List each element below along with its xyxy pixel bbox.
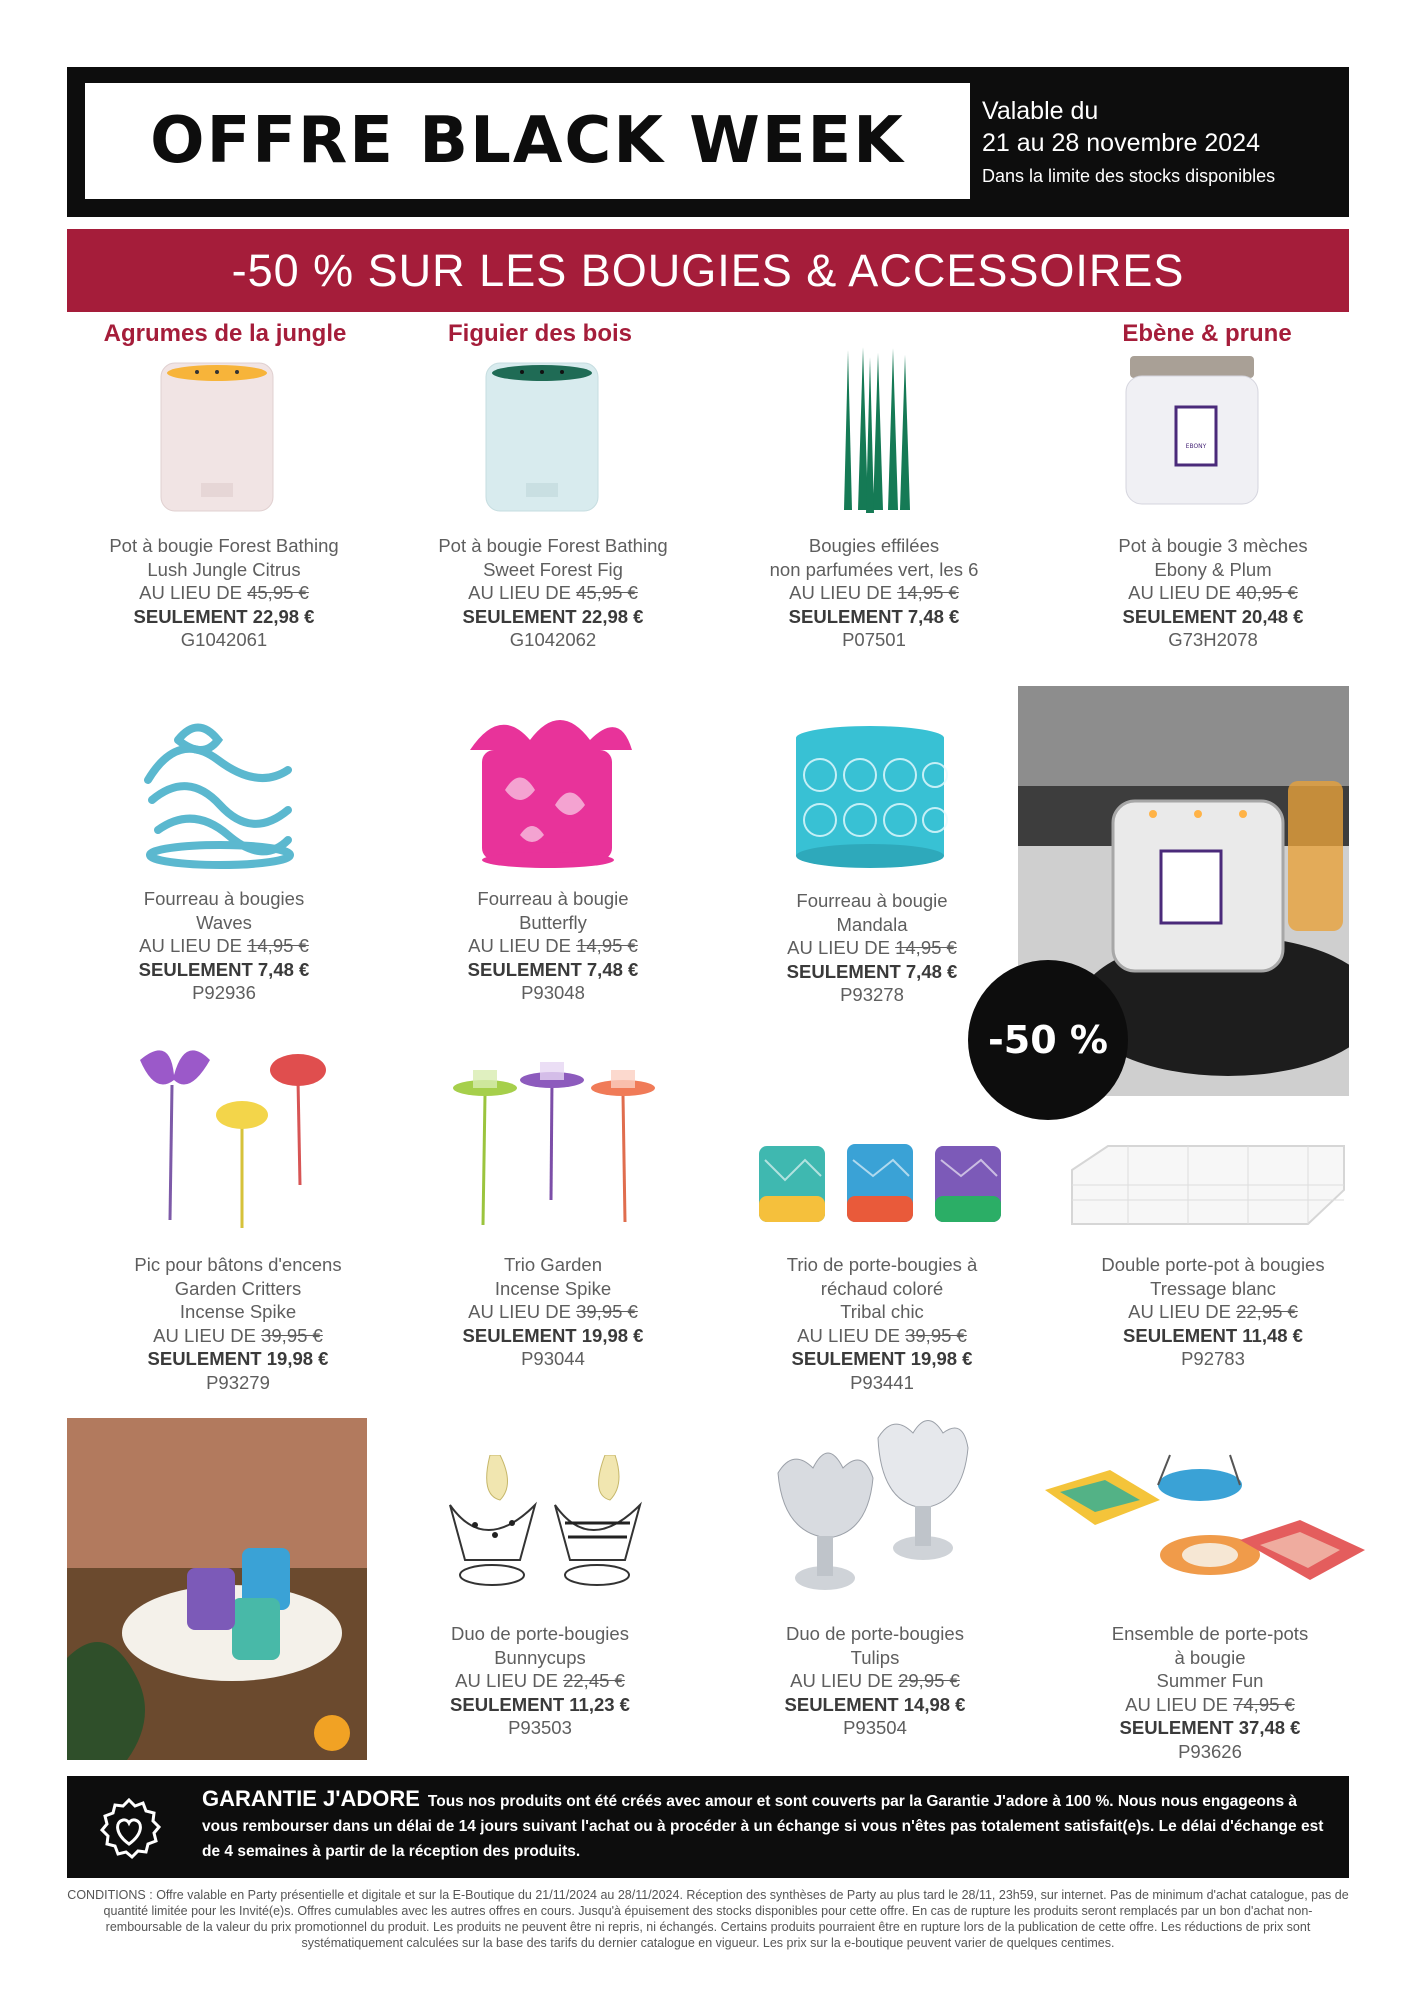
- guarantee-text-block: [202, 1786, 1332, 1864]
- lifestyle-tealight-photo: [67, 1418, 367, 1760]
- product-name: Double porte-pot à bougies: [1101, 1254, 1325, 1275]
- product-ref: P07501: [842, 629, 906, 650]
- tribal-chic-tealight-holders-image: [755, 1140, 1005, 1225]
- old-price: 45,95 €: [247, 582, 309, 603]
- product-name: Summer Fun: [1156, 1670, 1264, 1691]
- product-old-price-line: AU LIEU DE 74,95 €: [1125, 1693, 1295, 1715]
- product-item: [722, 1253, 1042, 1394]
- sale-price: SEULEMENT 7,48 €: [786, 960, 958, 982]
- product-old-price-line: AU LIEU DE 40,95 €: [1128, 582, 1298, 603]
- product-name: Ebony & Plum: [1154, 558, 1272, 580]
- product-item: [64, 534, 384, 652]
- summer-fun-candle-holders-image: [1040, 1450, 1365, 1600]
- sale-price: SEULEMENT 22,98 €: [133, 605, 315, 627]
- guarantee-text: Tous nos produits ont été créés avec amour et sont couverts par la Garantie J'adore à 100 %. Nous nous engageons à vous rembourser dans un délai de 14 jours suivant l'achat ou à procéder à un échange si vous n'êtes pas totalement satisfait(e)s. Le délai d'échange est de 4 semaines à partir de la réception des produits.: [202, 1793, 1324, 1860]
- validity-block: [982, 95, 1275, 193]
- product-name: Pot à bougie 3 mèches: [1118, 535, 1308, 556]
- product-name: Trio Garden: [503, 1254, 603, 1275]
- old-price: 40,95 €: [1236, 582, 1298, 603]
- sale-price: SEULEMENT 7,48 €: [788, 605, 960, 627]
- product-ref: P93048: [521, 982, 585, 1003]
- bunnycups-candle-holders-image: [440, 1455, 650, 1590]
- product-old-price-line: AU LIEU DE 39,95 €: [468, 1301, 638, 1322]
- old-price: 29,95 €: [898, 1670, 960, 1691]
- product-item: [393, 887, 713, 1005]
- product-item: [64, 887, 384, 1005]
- product-name: Incense Spike: [179, 1301, 297, 1322]
- product-name: Fourreau à bougies: [143, 888, 305, 909]
- guarantee-banner: [67, 1776, 1349, 1878]
- product-name: Fourreau à bougie: [477, 888, 629, 909]
- sale-price: SEULEMENT 19,98 €: [147, 1348, 329, 1369]
- product-name: Ensemble de porte-pots: [1111, 1623, 1309, 1644]
- product-name: Duo de porte-bougies: [786, 1623, 964, 1644]
- offer-header: [67, 67, 1349, 217]
- butterfly-candle-sleeve-image: [460, 710, 640, 870]
- product-old-price-line: AU LIEU DE 14,95 €: [787, 937, 957, 958]
- product-name: Fourreau à bougie: [796, 890, 948, 911]
- product-item: [393, 1253, 713, 1371]
- product-item: [715, 1622, 1035, 1740]
- product-name: Mandala: [836, 913, 908, 935]
- old-price: 22,95 €: [1236, 1301, 1298, 1322]
- old-price: 39,95 €: [576, 1301, 638, 1322]
- product-item: [78, 1253, 398, 1394]
- product-ref: P92936: [192, 982, 256, 1003]
- product-old-price-line: AU LIEU DE 14,95 €: [139, 935, 309, 956]
- product-old-price-line: AU LIEU DE 22,95 €: [1128, 1301, 1298, 1322]
- mandala-candle-sleeve-image: [790, 720, 950, 880]
- product-name: Duo de porte-bougies: [451, 1623, 629, 1644]
- product-name: Tribal chic: [840, 1301, 924, 1322]
- product-old-price-line: AU LIEU DE 45,95 €: [139, 582, 309, 603]
- category-label: Agrumes de la jungle: [103, 320, 347, 347]
- product-item: [1053, 534, 1373, 652]
- product-name: réchaud coloré: [820, 1277, 944, 1299]
- validity-line1: Valable du: [982, 97, 1099, 125]
- product-name: Bunnycups: [494, 1646, 586, 1668]
- discount-badge: -50 %: [968, 960, 1128, 1120]
- sale-price: SEULEMENT 14,98 €: [784, 1693, 966, 1715]
- old-price: 14,95 €: [576, 935, 638, 956]
- product-name: à bougie: [1174, 1646, 1246, 1668]
- waves-candle-sleeve-image: [138, 710, 303, 870]
- old-price: 14,95 €: [247, 935, 309, 956]
- product-name: Pot à bougie Forest Bathing: [438, 535, 668, 556]
- product-name: Trio de porte-bougies à: [786, 1254, 978, 1275]
- product-ref: P93044: [521, 1348, 585, 1369]
- product-name: Butterfly: [519, 911, 587, 933]
- old-price: 22,45 €: [563, 1670, 625, 1691]
- trio-garden-incense-spike-image: [445, 1060, 665, 1230]
- product-ref: P93626: [1178, 1740, 1242, 1762]
- product-name: Sweet Forest Fig: [483, 558, 623, 580]
- old-price: 39,95 €: [261, 1324, 323, 1346]
- product-item: [380, 1622, 700, 1740]
- product-name: Tressage blanc: [1150, 1277, 1276, 1299]
- product-name: Tulips: [850, 1646, 900, 1668]
- page-title: OFFRE BLACK WEEK: [150, 104, 905, 178]
- taper-candles-image: [838, 345, 913, 515]
- category-label: Ebène & prune: [1122, 320, 1292, 347]
- product-old-price-line: AU LIEU DE 29,95 €: [790, 1670, 960, 1691]
- garden-critters-incense-spike-image: [130, 1040, 340, 1230]
- conditions-text: CONDITIONS : Offre valable en Party présentielle et digitale et sur la E-Boutique du 21/11/2024 au 28/11/2024. Réception des synthèses de Party au plus tard le 28/11, 23h59, sur internet. Pas de minimum d'achat catalogue, pas de quantité limitée pour les Invité(e)s. Offres cumulables avec les autres offres en cours. Jusqu'à épuisement des stocks disponibles pour cette offre. En cas de rupture les produits seront remplacés par un bon d'achat non-remboursable de la valeur du prix promotionnel du produit. Les produits ne peuvent être ni repris, ni échangés. Certains produits pourraient être en rupture lors de la publication de cette offre. Les réductions de prix sont systématiquement calculées sur la base des tarifs du dernier catalogue en vigueur. Les prix sur la e-boutique peuvent varier de quelques centimes.: [67, 1888, 1349, 1950]
- product-name: Bougies effilées: [808, 535, 940, 556]
- product-name: Waves: [196, 911, 252, 933]
- product-old-price-line: AU LIEU DE 14,95 €: [468, 935, 638, 956]
- product-ref: G73H2078: [1168, 629, 1258, 650]
- product-old-price-line: AU LIEU DE 39,95 €: [153, 1324, 323, 1346]
- product-item: [1050, 1622, 1370, 1763]
- product-old-price-line: AU LIEU DE 45,95 €: [468, 582, 638, 603]
- product-name: Lush Jungle Citrus: [147, 558, 301, 580]
- product-ref: P93279: [206, 1371, 270, 1393]
- woven-white-double-candle-holder-image: [1068, 1140, 1348, 1230]
- product-name: Pic pour bâtons d'encens: [134, 1254, 342, 1275]
- candle-jar-ebony-plum-image: [1122, 352, 1262, 512]
- product-item: [1053, 1253, 1373, 1371]
- sale-price: SEULEMENT 20,48 €: [1122, 605, 1304, 627]
- validity-dates: 21 au 28 novembre 2024: [982, 129, 1260, 157]
- old-price: 14,95 €: [895, 937, 957, 958]
- sale-price: SEULEMENT 37,48 €: [1119, 1717, 1301, 1738]
- product-item: [712, 889, 1032, 1007]
- candle-jar-fig-image: [480, 355, 605, 515]
- discount-banner: -50 % SUR LES BOUGIES & ACCESSOIRES: [67, 229, 1349, 312]
- tulips-candle-holders-image: [773, 1418, 973, 1598]
- product-name: Pot à bougie Forest Bathing: [109, 535, 339, 556]
- svg-text:EBONY: EBONY: [1185, 443, 1207, 450]
- product-ref: P93504: [843, 1717, 907, 1738]
- sale-price: SEULEMENT 19,98 €: [462, 1324, 644, 1346]
- sale-price: SEULEMENT 7,48 €: [138, 958, 310, 980]
- sale-price: SEULEMENT 7,48 €: [467, 958, 639, 980]
- guarantee-title: GARANTIE J'ADORE: [202, 1786, 420, 1811]
- old-price: 14,95 €: [897, 582, 959, 603]
- product-name: Garden Critters: [174, 1277, 302, 1299]
- candle-jar-citrus-image: [155, 355, 280, 515]
- sale-price: SEULEMENT 11,48 €: [1123, 1324, 1303, 1346]
- sale-price: SEULEMENT 19,98 €: [791, 1348, 973, 1369]
- old-price: 39,95 €: [905, 1324, 967, 1346]
- sale-price: SEULEMENT 11,23 €: [450, 1693, 630, 1715]
- validity-stock-note: Dans la limite des stocks disponibles: [982, 166, 1276, 186]
- old-price: 74,95 €: [1233, 1693, 1295, 1715]
- product-old-price-line: AU LIEU DE 22,45 €: [455, 1670, 625, 1691]
- product-ref: P92783: [1181, 1348, 1245, 1369]
- product-old-price-line: AU LIEU DE 39,95 €: [797, 1324, 967, 1346]
- old-price: 45,95 €: [576, 582, 638, 603]
- product-name: non parfumées vert, les 6: [769, 558, 979, 580]
- product-ref: P93503: [508, 1717, 572, 1738]
- title-box: [85, 83, 970, 199]
- product-old-price-line: AU LIEU DE 14,95 €: [789, 582, 959, 603]
- heart-seal-icon: [97, 1798, 161, 1862]
- product-ref: G1042062: [509, 629, 597, 650]
- product-name: Incense Spike: [494, 1277, 612, 1299]
- product-ref: P93278: [840, 984, 904, 1005]
- category-label: Figuier des bois: [447, 320, 633, 347]
- product-item: [714, 534, 1034, 652]
- product-ref: P93441: [850, 1371, 914, 1393]
- product-ref: G1042061: [180, 629, 268, 650]
- sale-price: SEULEMENT 22,98 €: [462, 605, 644, 627]
- product-item: [393, 534, 713, 652]
